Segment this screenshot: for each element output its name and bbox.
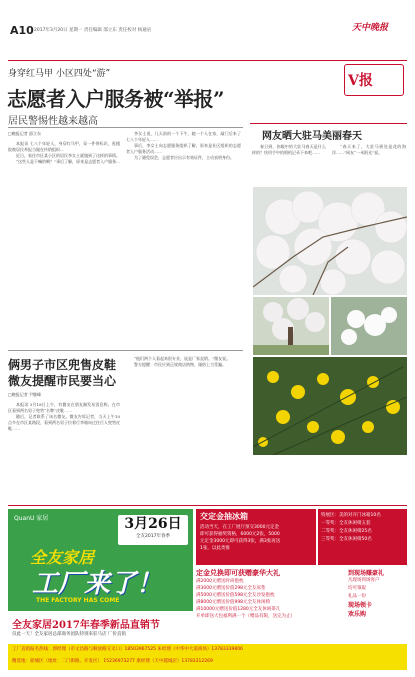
ad-right-line: 礼品一份 — [348, 594, 366, 599]
ad-gift-line: 满3000元赠送价值298元全友床垫 — [196, 586, 266, 591]
section-label: V报 — [348, 73, 373, 89]
paragraph: “春天来了，大驻马到处是花的海洋……”网友“一米阳光”说。 — [332, 144, 406, 155]
story1-rule — [8, 127, 243, 128]
paragraph: 警方提醒：市民应到正规商店购物，谨防上当受骗。 — [134, 362, 226, 367]
paragraph: 随后，记者联系了该名微友。微友告诉记者，当天上午10点多在市区某路段，看到两名男子拉着行李箱向过往行人兜售皮鞋…… — [8, 414, 120, 431]
ad-bottom-title: 全友家居2017年春季新品直销节 — [12, 620, 160, 631]
paragraph: 春日到，你眼中的大驻马春天是什么样的？快用手中的相机记录下来吧…… — [252, 144, 326, 155]
page-number: A10 — [10, 24, 34, 37]
story2-headline-line1: 俩男子市区兜售皮鞋 — [8, 358, 117, 372]
story1-subhead: 居民警惕性越来越高 — [8, 116, 98, 127]
feature-body-col2 — [332, 144, 406, 184]
ad-gift-note: 开单即送大包福利满一个（赠品有限，送完为止） — [196, 614, 295, 619]
ad-footer-line: 精选地：驿城区（地址：二门街路、开发区） 15236973277 康经理（天中越城店）13783312269 — [12, 659, 213, 664]
paragraph: 本报讯 七八个年轻人，身穿红马甲，穿一件带标识，逛楼院被居民举报当做在传销组织... — [8, 141, 120, 152]
ad-right-title: 到现场赚豪礼 — [348, 570, 385, 577]
story2-headline-line2: 微友提醒市民要当心 — [8, 374, 117, 388]
ad-special-line: 三等奖：全友休闲椅50名 — [321, 537, 372, 542]
ad-right-line: 现场领卡 — [348, 602, 373, 609]
ad-right-line: 凡现场到场客户 — [348, 578, 380, 583]
ad-footer — [8, 644, 407, 670]
ad-special-line: 一等奖：全友休闲椅五套 — [321, 521, 371, 526]
ad-special-line: 二等奖：全友休闲椅25名 — [321, 529, 372, 534]
ad-date-sub: 全友2017年春季 — [136, 534, 170, 539]
ad-bottom-sub: 仅此一天！全友家居总部商务团队特别来驻马店 厂价直销 — [12, 632, 126, 637]
ad-gift-line: 满10000元赠送价值1280元全友休闲茶几 — [196, 607, 281, 612]
ad-right-box — [348, 568, 407, 640]
ad-gift-box — [196, 568, 344, 640]
ad-slogan-en: THE FACTORY HAS COME — [36, 597, 120, 604]
ad-gift-line: 满8000元赠送价值998元全友休闲椅 — [196, 600, 271, 605]
photo-yellow-flowers — [253, 357, 407, 455]
ad-gift-line: 满2000元赠送时尚抱枕 — [196, 579, 244, 584]
ad-hero — [8, 509, 193, 611]
feature-rule — [250, 123, 407, 124]
ad-right-line: 欢乐购 — [348, 611, 367, 618]
paragraph: “这些人是干嘛的啊？”事后了解，原来是志愿者入户服务... — [16, 159, 120, 164]
paragraph: 本报讯 3月18日上午，有微友在朋友圈发布消息称，在市区看到两名男子兜售“名牌”皮鞋…… — [8, 402, 120, 413]
ad-right-line: 均可领取 — [348, 586, 366, 591]
story2-body-col2 — [126, 356, 241, 502]
story2-rule — [8, 350, 243, 351]
paragraph: 近日，家住市区某小区的居民李女士就遇到了这样的事情。 — [16, 153, 120, 158]
story1-headline: 志愿者入户服务被“举报” — [7, 87, 225, 111]
page-header — [8, 0, 407, 61]
ad-gift-title: 定金兑换即可获赠豪华大礼 — [196, 569, 280, 577]
photo-cherry-blossoms — [253, 187, 407, 295]
ad-banner — [8, 505, 407, 674]
ad-date-badge — [118, 515, 188, 545]
ad-lottery-title: 交定金抽冰箱 — [200, 512, 248, 521]
feature-body-col1 — [252, 144, 326, 184]
paragraph: 事后，李女士向志愿服务组织了解，原来是社区组织的志愿者入户服务活动…… — [126, 143, 241, 154]
ad-lottery-line: 元定金3000元即可获得3张，满3张再送 — [200, 539, 281, 544]
ad-brand: 全友家居 — [30, 548, 95, 567]
story1-body-col2 — [126, 131, 241, 346]
photo-tree-flowers — [253, 297, 329, 355]
ad-footer-line: 工厂直销报名热线：郭经理（市文昌路与解放路交叉口）18503967525 朱经理（中华中大道商场）13783339806 — [12, 647, 243, 652]
ad-lottery-box — [196, 509, 316, 565]
dateline: 2017年3月20日 星期一 责任编辑 邵立东 责任校对 杨通岩 — [34, 28, 152, 33]
newspaper-logo: 天中晚报 — [352, 23, 389, 33]
ad-lottery-line: 即可获得抽奖资格，6000元2张，5000 — [200, 532, 280, 537]
paragraph: 为了避免误会，志愿者应出示有效证件，主动表明身份。 — [134, 155, 234, 160]
ad-date: 3月26日 — [124, 516, 182, 532]
ad-slogan: 工厂来了！ — [32, 569, 163, 599]
photo-white-blossom — [331, 297, 407, 355]
feature-headline: 网友晒大驻马美丽春天 — [262, 131, 362, 142]
story1-body — [8, 141, 120, 346]
ad-special-box — [318, 509, 407, 565]
story1-kicker: 身穿红马甲 小区四处“游” — [8, 69, 111, 79]
paragraph: 李女士说，几天前的一个下午，她一个人在家，敲门后来了七八个年轻人…… — [126, 131, 241, 142]
ad-brand-tag: QuanU 家居 — [14, 515, 49, 522]
story2-byline: □晚报记者 尹继峰 — [8, 392, 42, 397]
story1-byline: □晚报记者 邵立东 — [8, 131, 42, 136]
ad-special-line: 特展区：美的对开门冰箱10名 — [321, 513, 381, 518]
story2-body — [8, 402, 120, 502]
ad-gift-line: 满5000元赠送价值598元全友沙发抱枕 — [196, 593, 275, 598]
paragraph: “他们两个人看起来很专业，说是厂家直销。”微友说。 — [134, 356, 231, 361]
ad-lottery-line: 活动当天，在工厂展厅预交3000元定金 — [200, 525, 279, 530]
ad-lottery-line: 1张，以此类推 — [200, 546, 230, 551]
